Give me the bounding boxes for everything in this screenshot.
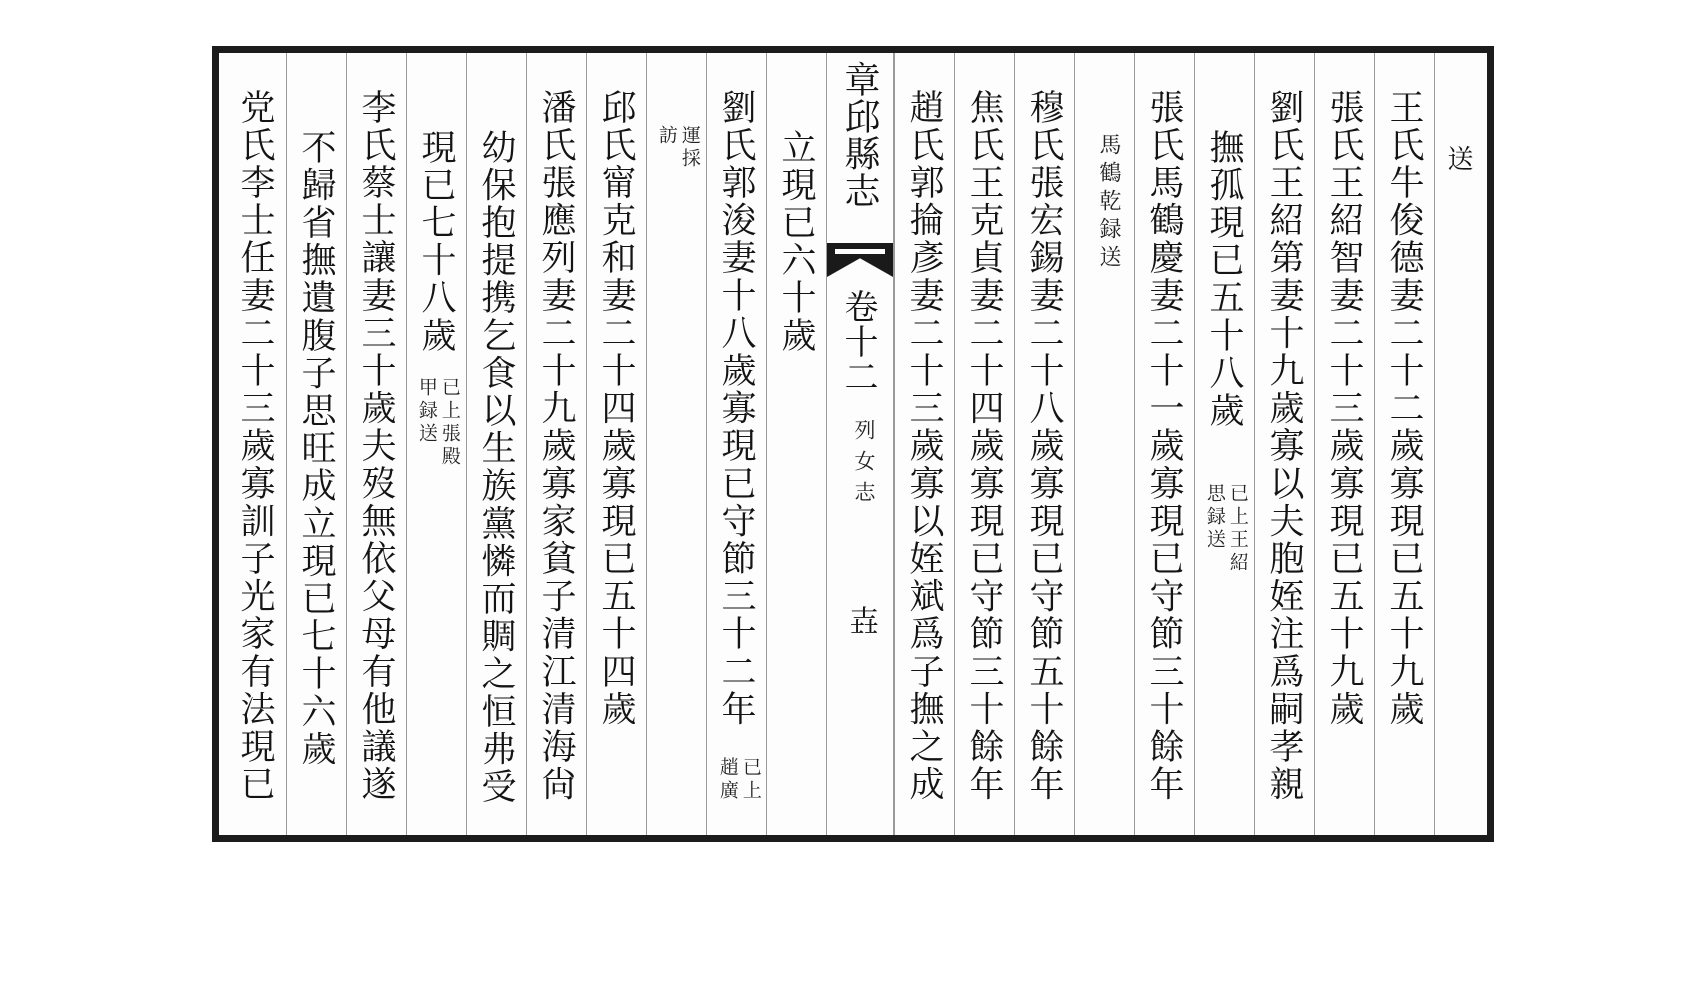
text-column-r2 [1314, 53, 1374, 835]
section-label: 列女志 [852, 419, 876, 512]
text-column-r9 [894, 53, 954, 835]
column-text: 党氏李士任妻二十三歲寡訓子光家有法現已 [235, 89, 275, 804]
woodblock-page-frame [212, 46, 1494, 842]
book-title: 章邱縣志 [839, 61, 880, 209]
fish-tail-mark [827, 243, 893, 277]
text-column-l3 [586, 53, 646, 835]
text-column-l2 [646, 53, 706, 835]
column-text: 撫孤現已五十八歲 [1204, 129, 1244, 430]
column-text: 幼保抱提携乞食以生族黨憐而賙之恒弗受 [476, 129, 516, 806]
column-text: 張氏馬鶴慶妻二十一歲寡現已守節三十餘年 [1144, 89, 1184, 804]
text-column-l9 [226, 53, 286, 835]
small-note-line: 已上王紹 [1226, 483, 1249, 575]
text-column-r8 [954, 53, 1014, 835]
text-column-l0 [766, 53, 826, 835]
column-text: 李氏蔡士讓妻三十歲夫歿無依父母有他議遂 [356, 89, 396, 804]
small-note-line: 已上 [739, 757, 762, 803]
text-column-l7 [346, 53, 406, 835]
text-column-l1 [706, 53, 766, 835]
text-column-r7 [1014, 53, 1074, 835]
text-column-l8 [286, 53, 346, 835]
column-text: 趙氏郭掄彥妻二十三歲寡以姪斌爲子撫之成 [904, 89, 944, 804]
column-text: 劉氏王紹第妻十九歲寡以夫胞姪注爲嗣孝親 [1264, 89, 1304, 804]
small-note-line: 趙廣 [716, 757, 739, 803]
small-note-line: 馬鶴乾録送 [1096, 133, 1121, 273]
text-column-r3 [1254, 53, 1314, 835]
column-text: 焦氏王克貞妻二十四歲寡現已守節三十餘年 [964, 89, 1004, 804]
text-column-l5 [466, 53, 526, 835]
text-column-r6 [1074, 53, 1134, 835]
small-note-line: 已上張殿 [438, 377, 461, 469]
column-text: 現已七十八歲 [416, 129, 456, 355]
small-note-line: 思録送 [1203, 483, 1226, 552]
small-note-line: 訪 [655, 125, 678, 148]
column-text: 劉氏郭浚妻十八歲寡現已守節三十二年 [716, 89, 756, 729]
column-text: 潘氏張應列妻二十九歲寡家貧子清江清海尙 [536, 89, 576, 804]
column-text: 不歸省撫遺腹子思旺成立現已七十六歲 [296, 129, 336, 769]
column-text: 張氏王紹智妻二十三歲寡現已五十九歲 [1324, 89, 1364, 729]
column-text: 王氏牛俊德妻二十二歲寡現已五十九歲 [1384, 89, 1424, 729]
text-column-l4 [526, 53, 586, 835]
small-note-line: 運採 [678, 125, 701, 171]
text-column-r1 [1374, 53, 1434, 835]
column-text: 送 [1443, 145, 1473, 174]
text-column-l6 [406, 53, 466, 835]
text-column-r0 [1434, 53, 1494, 835]
column-text: 穆氏張宏錫妻二十八歲寡現已守節五十餘年 [1024, 89, 1064, 804]
center-fold-column [826, 53, 894, 835]
text-column-r4 [1194, 53, 1254, 835]
small-note-line: 甲録送 [415, 377, 438, 446]
text-column-r5 [1134, 53, 1194, 835]
column-text: 邱氏甯克和妻二十四歲寡現已五十四歲 [596, 89, 636, 729]
page-number: 壵 [843, 605, 878, 638]
column-text: 立現已六十歲 [776, 129, 816, 355]
volume-label: 卷十二 [838, 289, 878, 394]
